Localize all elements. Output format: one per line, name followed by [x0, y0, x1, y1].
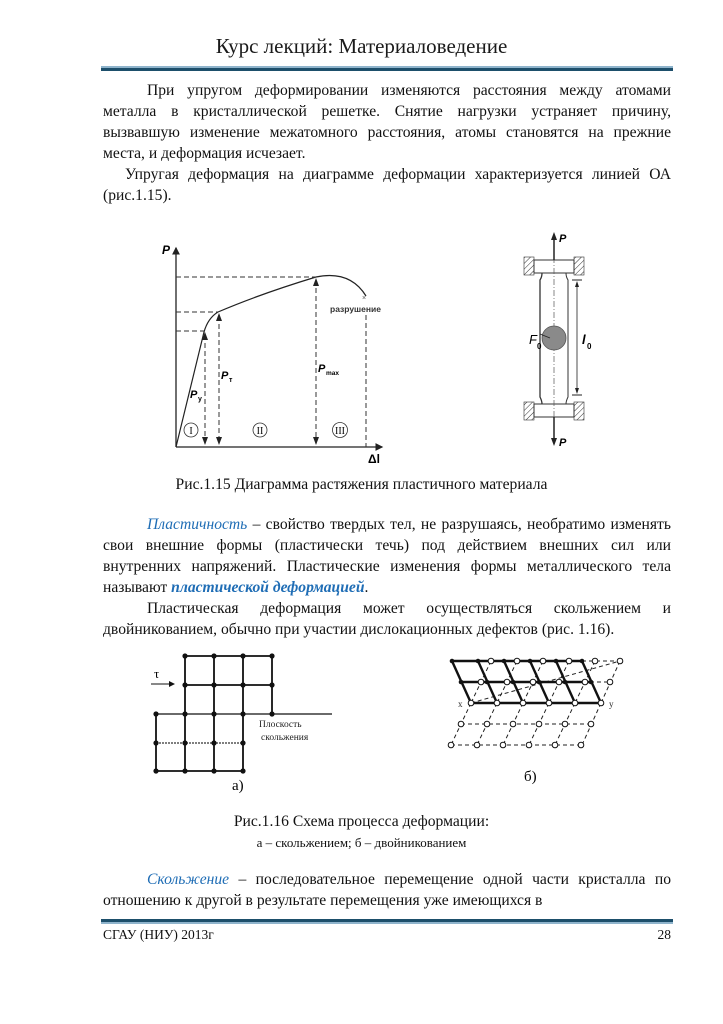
- svg-text:max: max: [326, 370, 340, 377]
- svg-text:0: 0: [537, 342, 542, 351]
- svg-text:l: l: [582, 332, 586, 347]
- svg-text:F: F: [529, 332, 537, 347]
- twinning-diagram: [420, 645, 630, 795]
- term-plasticity: Пластичность: [147, 516, 248, 533]
- paragraph-slip-definition: Скольжение – последовательное перемещение одной части кристалла по отношению к другой в результате перемещения уже имеющихся в: [103, 871, 671, 909]
- slip-plane-label-2: скольжения: [261, 733, 309, 743]
- term-slip: Скольжение: [147, 871, 230, 888]
- twin-y-label: y: [609, 699, 614, 709]
- paragraph-slip-twinning: Пластическая деформация может осуществляться скольжением и двойникованием, обычно при участии дислокационных дефектов (рис. 1.16).: [103, 600, 671, 638]
- zone-3-label: III: [335, 426, 345, 437]
- twin-x-label: x: [458, 699, 463, 709]
- part-a-label: а): [232, 778, 244, 794]
- tensile-specimen: [500, 225, 620, 455]
- zone-1-label: I: [189, 426, 193, 437]
- page-header-title: Курс лекций: Материаловедение: [215, 34, 508, 58]
- dl-axis-label: Δl: [368, 452, 380, 466]
- cross-section-circle: [542, 326, 566, 350]
- svg-text:у: у: [198, 396, 202, 403]
- header-rule: [101, 66, 673, 71]
- zone-2-label: II: [256, 426, 264, 437]
- svg-text:P: P: [318, 363, 326, 375]
- fracture-label: разрушение: [330, 304, 381, 314]
- svg-text:×: ×: [362, 295, 367, 302]
- svg-text:P: P: [190, 389, 198, 401]
- svg-text:0: 0: [587, 342, 592, 351]
- page-number: 28: [657, 927, 671, 942]
- tensile-diagram: [150, 230, 400, 470]
- svg-text:т: т: [229, 377, 233, 384]
- force-bottom-label: P: [559, 437, 567, 449]
- term-plastic-deformation: пластической деформацией: [171, 579, 365, 596]
- footer-institution: СГАУ (НИУ) 2013г: [103, 927, 214, 942]
- part-b-label: б): [524, 769, 537, 785]
- slip-plane-label-1: Плоскость: [259, 720, 302, 730]
- figure-1-16-caption: Рис.1.16 Схема процесса деформации:: [233, 813, 490, 830]
- figure-1-16-subcaption: а – скольжением; б – двойникованием: [256, 835, 467, 850]
- shear-stress-label: τ: [154, 666, 160, 681]
- paragraph-elastic-deformation: При упругом деформировании изменяются расстояния между атомами металла в кристаллической решетке. Снятие нагрузки устраняет причину, вызвавшую изменение межатомного расстояния, атомы становятся на прежние места, и деформация исчезает.: [103, 82, 671, 162]
- paragraph-elastic-line-oa: Упругая деформация на диаграмме деформации характеризуется линией ОА (рис.1.15).: [103, 166, 671, 204]
- svg-text:P: P: [221, 370, 229, 382]
- footer-rule: [101, 919, 673, 924]
- p-axis-label: P: [162, 243, 171, 257]
- slip-diagram: [140, 640, 360, 800]
- figure-1-15-caption: Рис.1.15 Диаграмма растяжения пластичного материала: [175, 476, 548, 493]
- force-top-label: P: [559, 233, 567, 245]
- paragraph-plasticity: Пластичность – свойство твердых тел, не разрушаясь, необратимо изменять свои внешние формы (пластически течь) под действием внешних сил или внутренних напряжений. Пластические изменения формы металлического тела называют пластической деформацией.: [103, 516, 671, 596]
